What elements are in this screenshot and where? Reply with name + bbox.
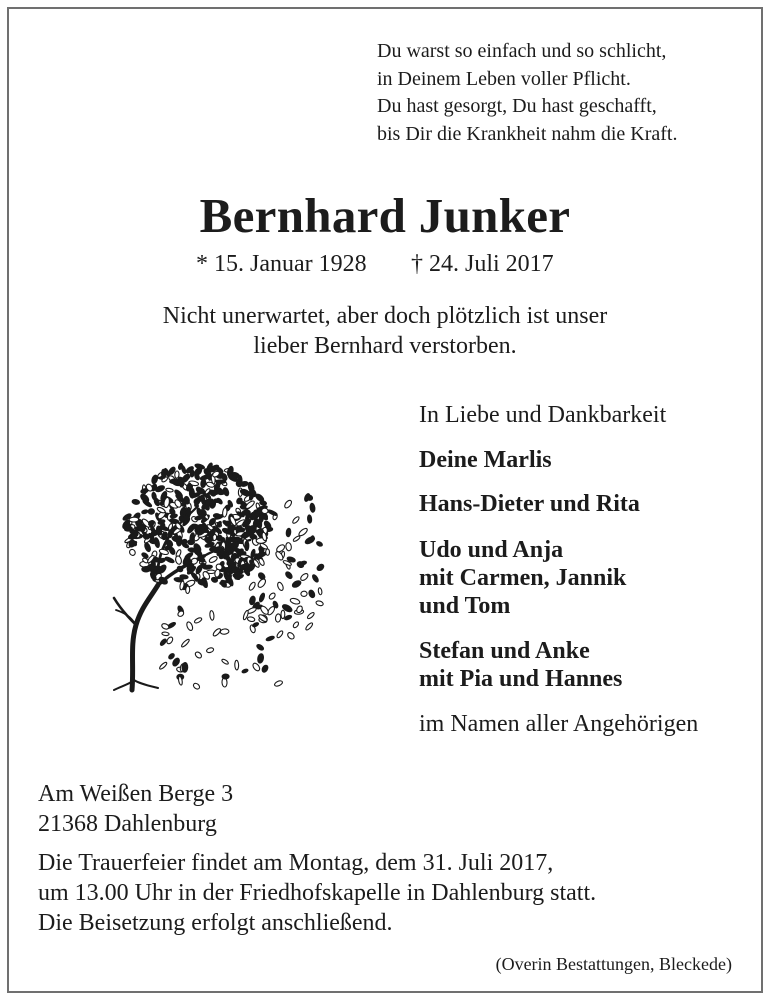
leaf (242, 510, 251, 516)
leaf (283, 499, 292, 509)
leaf (286, 528, 291, 537)
leaf (129, 517, 139, 522)
leaf (166, 488, 174, 493)
leaf (151, 492, 156, 500)
funeral-line: Die Trauerfeier findet am Montag, dem 31. Juli 2017, (38, 850, 554, 876)
leaf (213, 499, 220, 503)
leaf (308, 589, 316, 598)
leaf (141, 509, 148, 514)
leaf (292, 621, 299, 629)
poem-line: Du hast gesorgt, Du hast geschafft, (377, 95, 657, 117)
leaf (192, 682, 200, 690)
deceased-name: Bernhard Junker (199, 188, 571, 243)
leaf (235, 660, 239, 670)
leaf (292, 535, 300, 542)
mourners-closing: im Namen aller Angehörigen (419, 711, 699, 737)
leaf (209, 610, 214, 620)
leaf (242, 668, 249, 673)
leaf (194, 463, 205, 470)
leaf (307, 515, 312, 524)
leaf (259, 500, 267, 506)
leaf (148, 509, 155, 515)
leaf (160, 522, 165, 529)
leaf (161, 623, 170, 631)
leaf (285, 571, 294, 580)
leaf (148, 564, 154, 571)
leaf (221, 658, 229, 665)
leaf (222, 507, 227, 517)
address-city: 21368 Dahlenburg (38, 811, 217, 837)
leaf (258, 592, 265, 602)
leaf (220, 629, 229, 635)
leaf (208, 555, 218, 563)
leaf (318, 588, 323, 595)
leaf (244, 563, 249, 569)
leaf (175, 555, 183, 565)
leaf (238, 475, 242, 485)
leaf (285, 542, 292, 551)
leaf (212, 627, 222, 637)
leaf (161, 469, 166, 478)
leaf (261, 664, 269, 673)
leaf (268, 592, 276, 600)
leaf (168, 546, 176, 555)
leaf (256, 643, 265, 651)
leaf (124, 526, 132, 531)
leaf (222, 674, 229, 679)
funeral-details (38, 848, 596, 938)
leaf (222, 487, 229, 497)
leaf (168, 653, 176, 660)
windblown-tree-icon (100, 440, 330, 700)
leaf (307, 612, 316, 620)
leaf (206, 647, 214, 653)
leaf (257, 578, 267, 589)
leaf (305, 622, 314, 631)
leaf (159, 638, 167, 646)
leaf (315, 600, 323, 606)
leaf (310, 503, 316, 513)
announcement-line: lieber Bernhard verstorben. (253, 333, 517, 359)
leaf (182, 662, 188, 672)
leaf (200, 510, 206, 518)
poem-line: Du warst so einfach und so schlicht, (377, 40, 667, 62)
leaf (252, 622, 259, 628)
leaf (291, 579, 302, 588)
leaf (316, 541, 323, 547)
leaf (162, 632, 170, 636)
leaf (316, 563, 325, 572)
family-address (38, 779, 233, 839)
leaf (132, 499, 140, 505)
mourner-name: Udo und Anja (419, 537, 564, 563)
mourner-name: mit Pia und Hannes (419, 666, 623, 692)
leaf (259, 605, 269, 616)
leaf (299, 572, 309, 581)
leaf (137, 526, 144, 532)
mourner-name: Stefan und Anke (419, 638, 590, 664)
leaf (194, 651, 202, 659)
leaf (311, 574, 319, 583)
leaf (166, 636, 174, 645)
leaf (170, 479, 179, 484)
leaf (174, 489, 184, 499)
death-date: † 24. Juli 2017 (411, 251, 554, 277)
leaf (277, 582, 285, 592)
birth-date: * 15. Januar 1928 (196, 251, 367, 277)
leaf (184, 514, 190, 523)
mourners-opening: In Liebe und Dankbarkeit (419, 402, 667, 428)
announcement-line: Nicht unerwartet, aber doch plötzlich ist unser (162, 303, 608, 329)
leaf (176, 536, 182, 546)
leaf (290, 597, 301, 605)
memorial-poem (377, 38, 677, 148)
leaf (128, 548, 136, 556)
leaf (286, 631, 295, 640)
leaf (188, 540, 195, 545)
leaf (194, 617, 203, 624)
poem-line: bis Dir die Krankheit nahm die Kraft. (377, 122, 678, 145)
leaf (301, 591, 308, 597)
leaf (159, 661, 168, 670)
leaf (304, 535, 315, 545)
leaf (281, 610, 285, 618)
leaf (187, 565, 192, 573)
poem-line: in Deinem Leben voller Pflicht. (377, 67, 631, 90)
leaf (261, 508, 268, 514)
leaf (292, 516, 300, 525)
mourner-name: Deine Marlis (419, 447, 552, 473)
announcement-text (0, 301, 770, 361)
undertaker-credit: (Overin Bestattungen, Bleckede) (495, 954, 732, 974)
mourner-name: mit Carmen, Jannik (419, 565, 627, 591)
leaf (247, 616, 255, 622)
leaf (154, 537, 161, 548)
leaf (245, 541, 249, 551)
leaf (274, 680, 283, 687)
leaf (267, 509, 278, 516)
funeral-line: um 13.00 Uhr in der Friedhofskapelle in Dahlenburg statt. (38, 880, 597, 906)
leaf (266, 635, 275, 641)
mourners-list (419, 401, 698, 738)
leaf (257, 653, 264, 663)
leaf (248, 581, 256, 591)
leaf (266, 549, 270, 555)
leaf (164, 556, 174, 564)
mourner-name: und Tom (419, 593, 511, 619)
leaf (188, 548, 197, 553)
leaf (186, 586, 190, 594)
funeral-line: Die Beisetzung erfolgt anschließend. (38, 910, 393, 936)
leaf (181, 638, 191, 648)
address-street: Am Weißen Berge 3 (38, 781, 234, 807)
leaf (276, 630, 284, 639)
leaf (144, 542, 152, 552)
leaf (186, 621, 194, 631)
leaf (181, 465, 187, 474)
leaf (275, 614, 281, 623)
mourner-name: Hans-Dieter und Rita (419, 491, 640, 517)
